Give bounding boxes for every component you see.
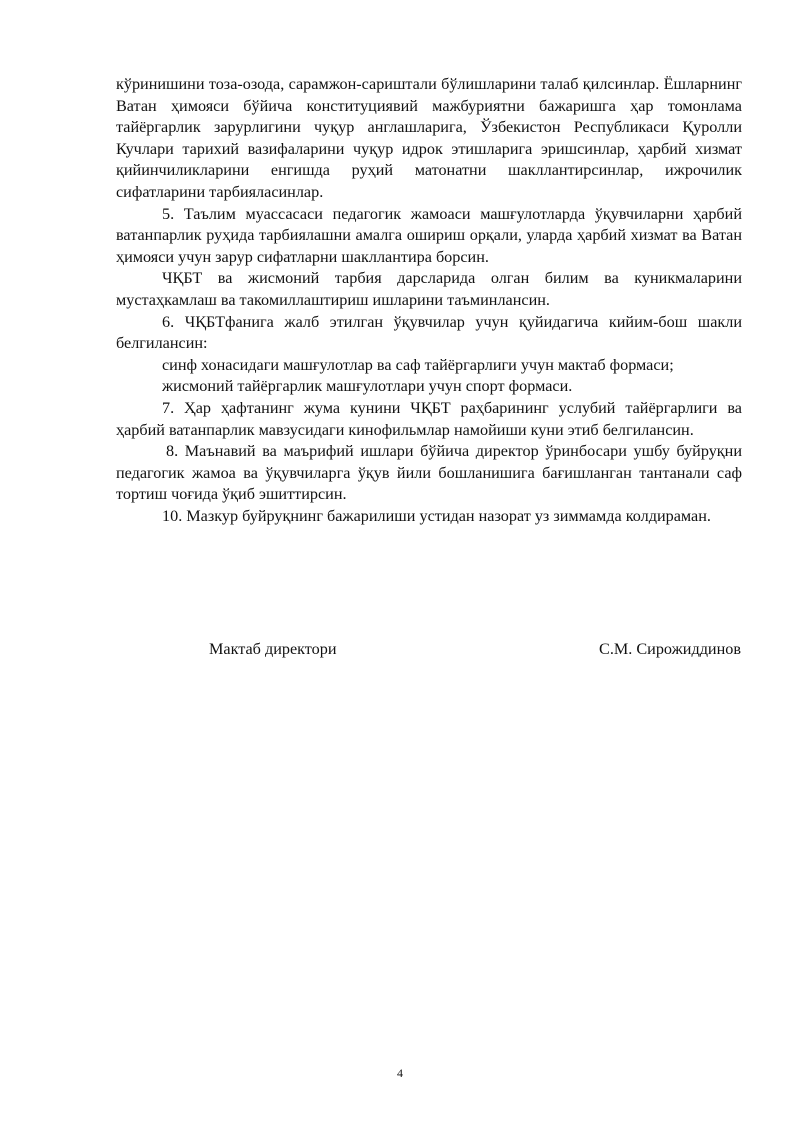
signature-block — [0, 639, 800, 661]
paragraph-item-8: 8. Маънавий ва маърифий ишлари бўйича директор ўринбосари ушбу буйруқни педагогик жамоа ва ўқувчиларга ўқув йили бошланишига бағишланган тантанали саф тортиш чоғида ўқиб эшиттирсин. — [116, 442, 742, 504]
signature-name: С.М. Сирожиддинов — [599, 640, 741, 658]
signature-role: Мактаб директори — [209, 640, 337, 658]
paragraph-item-5: 5. Таълим муассасаси педагогик жамоаси машғулотларда ўқувчиларни ҳарбий ватанпарлик руҳида тарбиялашни амалга ошириш орқали, уларда ҳарбий хизмат ва Ватан ҳимояси учун зарур сифатларни шакллантира борсин. — [116, 204, 742, 266]
paragraph-item-10: 10. Мазкур буйруқнинг бажарилиши устидан назорат уз зиммамда колдираман. — [162, 506, 711, 525]
document-body — [116, 74, 742, 527]
paragraph-sport-uniform: жисмоний тайёргарлик машғулотлари учун спорт формаси. — [162, 377, 573, 396]
paragraph-item-7: 7. Ҳар ҳафтанинг жума кунини ЧҚБТ раҳбарининг услубий тайёргарлиги ва ҳарбий ватанпарлик мавзусидаги кинофильмлар намойиши куни этиб белгилансин. — [116, 398, 742, 439]
paragraph-school-uniform: синф хонасидаги машғулотлар ва саф тайёргарлиги учун мактаб формаси; — [162, 355, 674, 374]
paragraph-chkbt-skills: ЧҚБТ ва жисмоний тарбия дарсларида олган билим ва куникмаларини мустаҳкамлаш ва такомиллаштириш ишларини таъминлансин. — [116, 269, 742, 309]
page-number: 4 — [397, 1066, 403, 1080]
paragraph-continuation: кўринишини тоза-озода, сарамжон-сариштали бўлишларини талаб қилсинлар. Ёшларнинг Ватан ҳимояси бўйича конституциявий мажбуриятни бажаришга ҳар томонлама тайёргарлик зарурлигини чуқур англашларига, Ўзбекистон Республикаси Қуролли Кучлари тарихий вазифаларини чуқур идрок этишларига эришсинлар, ҳарбий хизмат қийинчиликларини енгишда руҳий матонатни шакллантирсинлар, ижрочилик сифатларини тарбияласинлар. — [116, 75, 742, 201]
paragraph-item-6: 6. ЧҚБТфанига жалб этилган ўқувчилар учун қуйидагича кийим-бош шакли белгилансин: — [116, 312, 742, 353]
